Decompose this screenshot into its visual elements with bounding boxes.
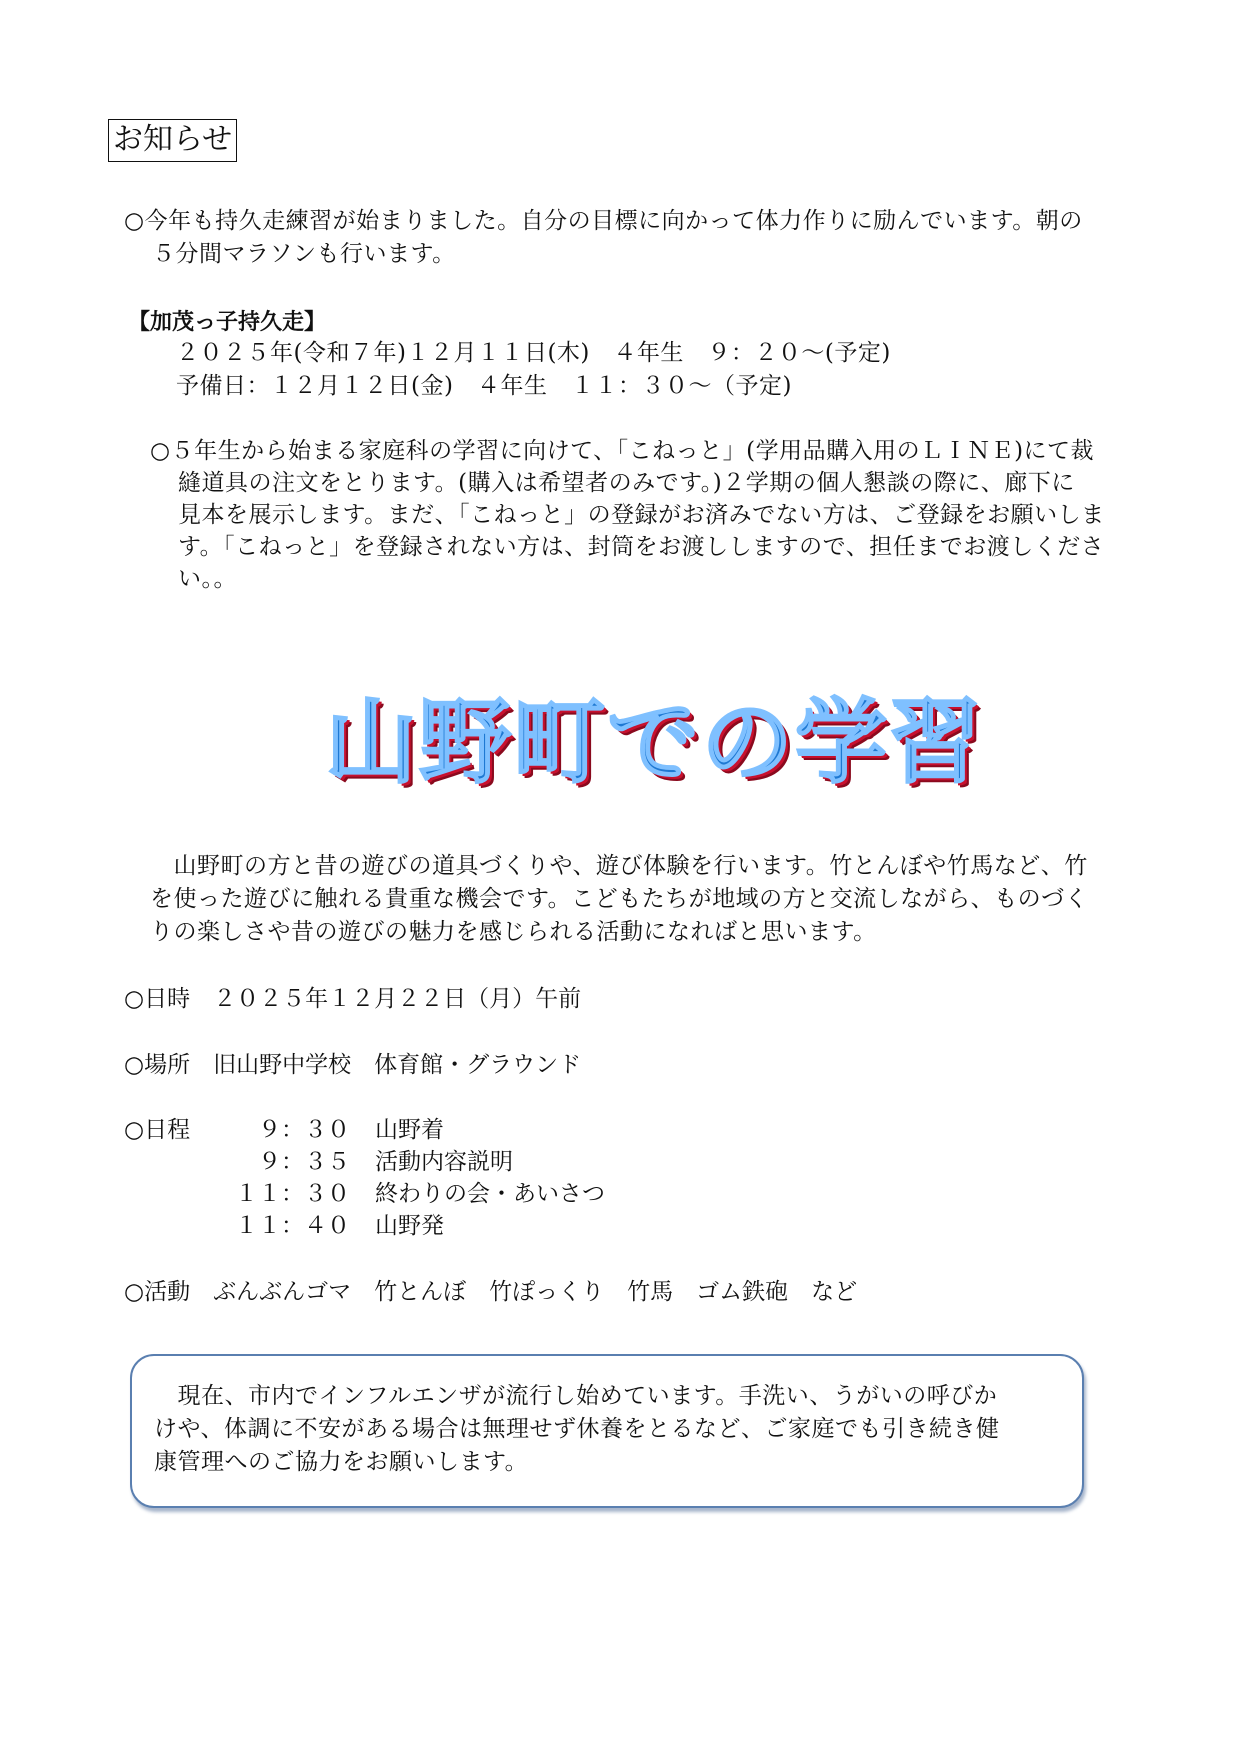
yamano-intro-line: 山野町の方と昔の遊びの道具づくりや、遊び体験を行います。竹とんぼや竹馬など、竹 [150, 853, 1088, 879]
marathon-schedule-line: ２０２５年(令和７年)１２月１１日(木) ４年生 ９：２０～(予定) [176, 340, 891, 366]
marathon-event-title: 【加茂っ子持久走】 [128, 310, 327, 335]
sewing-line: 縫道具の注文をとります。(購入は希望者のみです。)２学期の個人懇談の際に、廊下に [178, 470, 1075, 496]
yamano-title: 山野町での学習 [325, 689, 984, 796]
flu-notice-text [154, 1380, 1000, 1479]
schedule-time: ９：３０ [258, 1117, 350, 1143]
sewing-line: ○５年生から始まる家庭科の学習に向けて、「こねっと」(学用品購入用のＬＩＮＥ)にて裁 [150, 438, 1095, 464]
schedule-time: ９：３５ [258, 1149, 350, 1175]
marathon-intro-line: ○今年も持久走練習が始まりました。自分の目標に向かって体力作りに励んでいます。朝の [124, 208, 1083, 234]
sewing-line: す。「こねっと」を登録されない方は、封筒をお渡ししますので、担任までお渡しくださ [178, 534, 1105, 560]
marathon-schedule-line: 予備日：１２月１２日(金) ４年生 １１：３０～（予定) [176, 373, 792, 399]
yamano-schedule-label: ○日程 [124, 1117, 191, 1143]
yamano-place: ○場所 旧山野中学校 体育館・グラウンド [124, 1052, 582, 1078]
sewing-line: 見本を展示します。まだ、「こねっと」の登録がお済みでない方は、ご登録をお願いしま [178, 502, 1105, 528]
flu-notice-box [130, 1354, 1084, 1508]
yamano-intro-line: りの楽しさや昔の遊びの魅力を感じられる活動になればと思います。 [150, 919, 877, 945]
schedule-time: １１：４０ [235, 1213, 350, 1239]
sewing-line: い。。 [178, 566, 237, 592]
flu-notice-line: けや、体調に不安がある場合は無理せず休養をとるなど、ご家庭でも引き続き健 [154, 1416, 1000, 1442]
flu-notice-line: 康管理へのご協力をお願いします。 [154, 1449, 529, 1475]
yamano-datetime: ○日時 ２０２５年１２月２２日（月）午前 [124, 986, 582, 1012]
schedule-event: 終わりの会・あいさつ [375, 1181, 605, 1207]
schedule-time: １１：３０ [235, 1181, 350, 1207]
yamano-activities: ○活動 ぶんぶんゴマ 竹とんぼ 竹ぽっくり 竹馬 ゴム鉄砲 など [124, 1279, 858, 1305]
notice-heading: お知らせ [108, 119, 237, 162]
flu-notice-line: 現在、市内でインフルエンザが流行し始めています。手洗い、うがいの呼びか [154, 1383, 998, 1409]
marathon-intro [124, 205, 1083, 271]
schedule-event: 活動内容説明 [375, 1149, 513, 1175]
yamano-intro-line: を使った遊びに触れる貴重な機会です。こどもたちが地域の方と交流しながら、ものづく [150, 886, 1089, 912]
schedule-event: 山野発 [375, 1213, 444, 1239]
marathon-intro-line: ５分間マラソンも行います。 [152, 241, 456, 267]
marathon-schedule [176, 337, 891, 403]
yamano-intro [150, 850, 1088, 949]
schedule-event: 山野着 [375, 1117, 444, 1143]
sewing-notice [150, 435, 1105, 595]
